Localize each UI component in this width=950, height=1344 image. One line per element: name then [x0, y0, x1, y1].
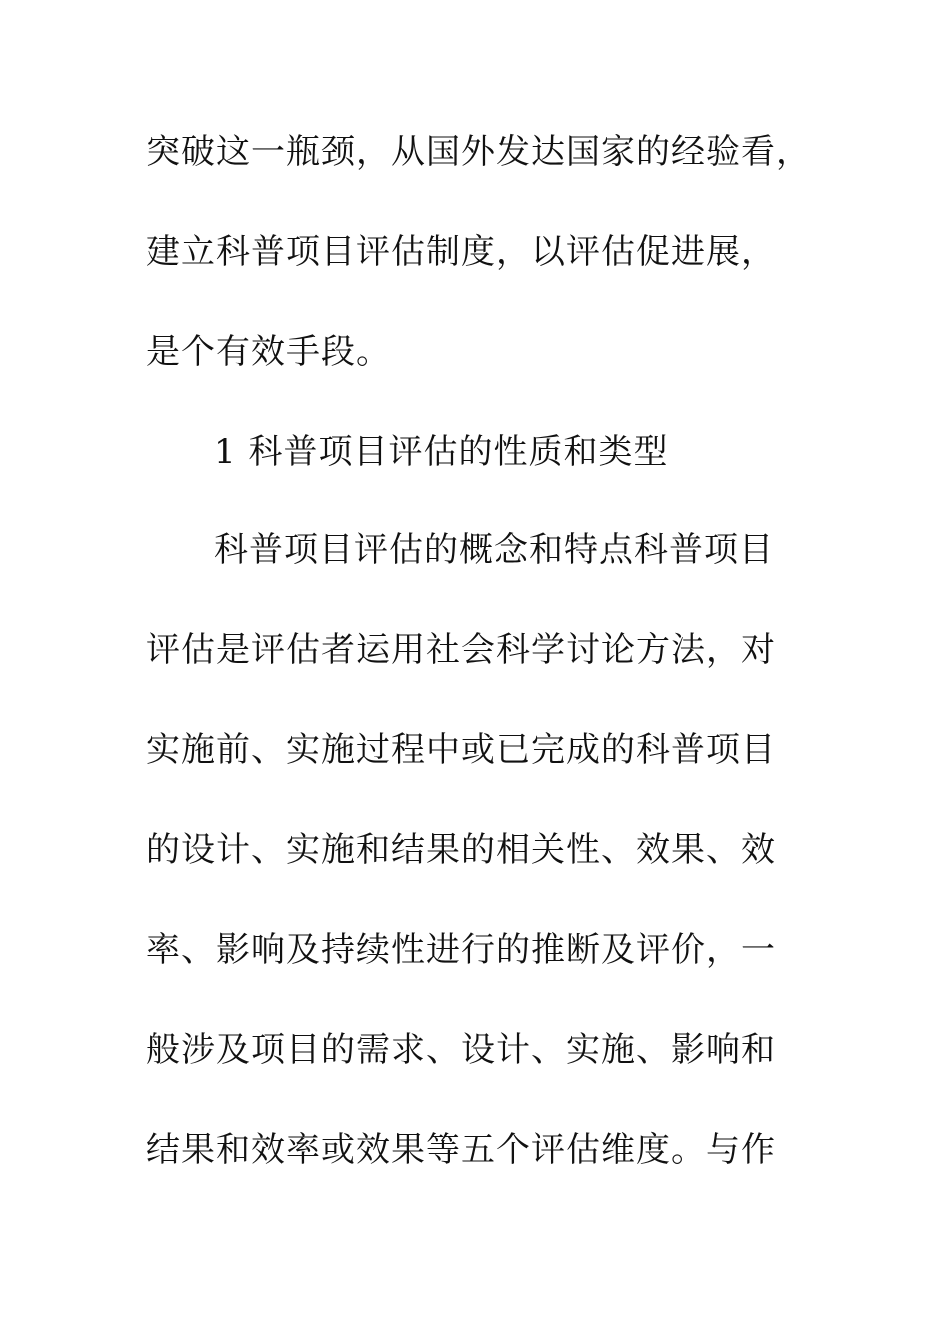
text-line-7: 实施前、实施过程中或已完成的科普项目: [146, 730, 776, 770]
section-heading: 1 科普项目评估的性质和类型: [214, 432, 669, 472]
text-line-3: 是个有效手段。: [146, 332, 391, 372]
text-line-11: 结果和效率或效果等五个评估维度。与作: [146, 1130, 776, 1170]
text-line-2: 建立科普项目评估制度，以评估促进展，: [146, 232, 776, 272]
text-line-8: 的设计、实施和结果的相关性、效果、效: [146, 830, 776, 870]
text-line-6: 评估是评估者运用社会科学讨论方法，对: [146, 630, 776, 670]
text-line-1: 突破这一瓶颈，从国外发达国家的经验看，: [146, 132, 811, 172]
text-line-5: 科普项目评估的概念和特点科普项目: [214, 530, 774, 570]
text-line-9: 率、影响及持续性进行的推断及评价，一: [146, 930, 776, 970]
text-line-10: 般涉及项目的需求、设计、实施、影响和: [146, 1030, 776, 1070]
